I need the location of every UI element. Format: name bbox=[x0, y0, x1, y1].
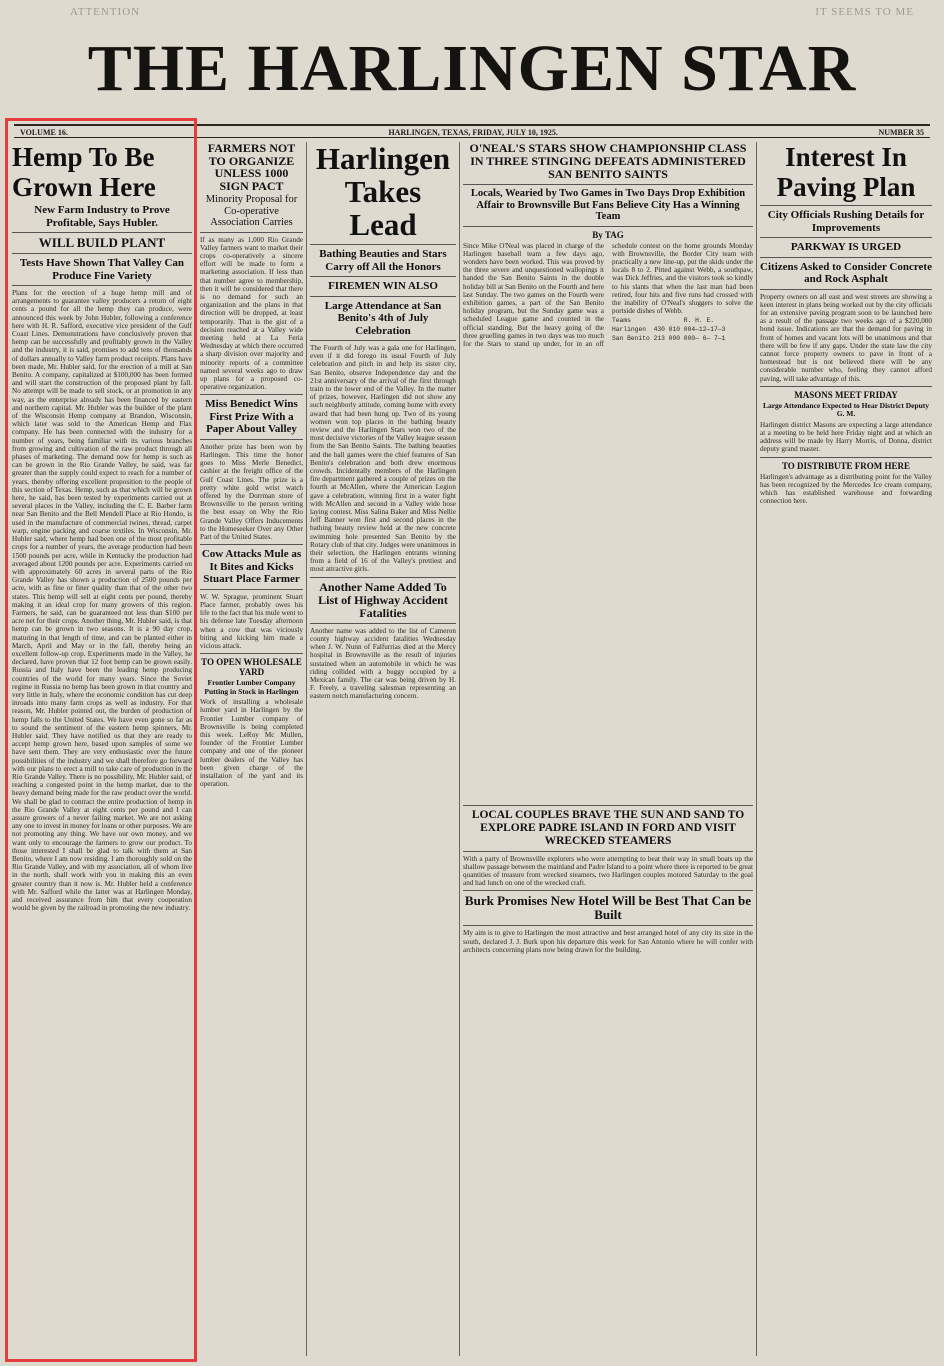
deck-bathing-beauties: Bathing Beauties and Stars Carry off All the Honors bbox=[319, 248, 447, 273]
headline-harlingen-lead: Harlingen Takes Lead bbox=[315, 142, 451, 242]
headline-oneals-stars: O'NEAL'S STARS SHOW CHAMPIONSHIP CLASS IN THREE STINGING DEFEATS ADMINISTERED SAN BENITO SAINTS bbox=[469, 142, 747, 181]
article-wholesale-body: Work of installing a wholesale lumber yard in Harlingen by the Frontier Lumber company of Brownsville is being completed this week. LeRoy Mc Mullen, founder of the Frontier Lumber company and one of the pioneer lumber dealers of the Valley has been given charge of the installation of the yard and its operation. bbox=[200, 698, 303, 789]
article-padre-body: With a party of Brownsville explorers who were attempting to beat their way in small boats up the shallow passage between the mainland and Padre Island to a point where there is reported to be great quantities of treasure from wrecked steamers, two Harlingen couples motored Saturday to the goal and had lunch on one of the wrecked craft. bbox=[463, 854, 753, 888]
deck-attendance: Large Attendance at San Benito's 4th of July Celebration bbox=[324, 299, 442, 337]
deck-farmers: Minority Proposal for Co-operative Association Carries bbox=[205, 194, 298, 228]
article-hotel-body: My aim is to give to Harlingen the most attractive and best arranged hotel of any city its size in the south, declared J. J. Burk upon his departure this week for San Antonio where he will confer with architects concerning plans now being drawn for the building. bbox=[463, 929, 753, 954]
headline-cow-attacks: Cow Attacks Mule as It Bites and Kicks Stuart Place Farmer bbox=[201, 548, 302, 586]
headline-wholesale-yard: TO OPEN WHOLESALE YARD bbox=[201, 657, 302, 678]
deck-wholesale-yard: Frontier Lumber Company Putting in Stock in Harlingen bbox=[204, 678, 299, 696]
article-accident-body: Another name was added to the list of Cameron county highway accident fatalities Wednesday when J. W. Nunn of Falfurrias died at the Mercy hospital in Brownsville as the result of injuries sustained when an automobile in which he was riding collided with a buggy occupied by a Mexican family. The car was being driven by H. F. Freely, a traveling salesman representing an eastern notch manufacturing concern. bbox=[310, 626, 456, 701]
headline-distribute: TO DISTRIBUTE FROM HERE bbox=[781, 460, 911, 471]
box-score-harlingen: Harlingen 430 010 004—12—17—3 bbox=[612, 326, 726, 334]
masthead: THE HARLINGEN STAR bbox=[87, 32, 857, 105]
box-score-head: Teams R. H. E. bbox=[612, 317, 715, 325]
article-cow-body: W. W. Sprague, prominent Stuart Place farmer, probably owes his life to the fact that his mule went to his defense late Tuesday afternoon when a cow that was viciously biting and kicking him made a vicious attack. bbox=[200, 592, 303, 651]
column-3 bbox=[310, 142, 456, 1356]
deck-citizens: Citizens Asked to Consider Concrete and Rock Asphalt bbox=[760, 260, 932, 285]
box-score-san-benito: San Benito 213 000 000— 6— 7—1 bbox=[612, 335, 726, 343]
deck-hemp-3: Tests Have Shown That Valley Can Produce Fine Variety bbox=[19, 257, 185, 282]
article-hemp-body: Plans for the erection of a huge hemp mill and of arrangements to guarantee valley producers a return of eight cents a pound for all the hemp they can produce, were announced this week by John Hubler, following a conference here with H. R. Safford, executive vice president of the Gulf Coast Lines. Demonstrations have conclusively proven that hemp can be successfully and profitably grown in the Valley and the industry, it is said, promises to add tens of thousands of dollars annually to Valley farm product receipts. Plans have been made, Mr. Hubler said, for the erection of a mill at San Benito. A company, capitalized at $100,000 has been formed and will start the construction of the proposed plant by fall. No attempt will be made to sell stock, or at promotion in any way, as the enterprise already has been financed by eastern and northern capital. Mr. Hubler was the builder of the plant of the Wisconsin Hemp company at Brandon, Wisconsin, which later was sold to the American Hemp and Flax company. He has been connected with the industry for a number of years, being familiar with its various branches from growing and cultivation of the raw product through all phases of marketing. The demand now for hemp is such as can be grown in the Rio Grande Valley, he said, was far greater than the supply could expect to reach for a number of years, thereby offering excellent proposition to the people of this section of Texas. Hemp, such as that which will be grown here, he said, has been tested by experiments carried out at several places in the Valley, including the C. E. Barber farm near San Benito and the Bell Mendell Place at Rio Hondo, is used in the manufacture of commercial twines, thread, carpet warp, engine packing and coarse textiles. In Wisconsin, Mr. Hubler said, where hemp had been one of the most profitable crops for a number of years, the average production had been 1500 pounds per acre, while in Kentucky the production had averaged about 1200 pounds per acre. Experiments carried on with approximately 60 acres in several parts of the Rio Grande Valley has shown a production of 2500 pounds per acre, with as fine or finer quality than that of the other two states. This hemp will sell at eight cents per pound, thereby making it an ideal crop for many growers of this region. Farmers, he said, can be guaranteed not less than $100 per acre net for their crops. Another thing, Mr. Hubler said, is that hemp can be grown in two seasons. It is a 90 day crop, maturing in that length of time, and can be planted either in March, April and May or in the fall, thereby being an excellent follow-up crop. Experiments made in the Valley, he declared, have proven that 12 foot hemp can be grown easily. Russia and Italy have been the leading hemp producing countries of the world for many years. Since the Soviet regime in Russia no hemp has been grown in that country and very little in Italy, where the economic condition has cut deep inroads into many farm crops as well as industry. For that reason, Mr. Hubler pointed out, the burden of production of hemp falls to the United States. We have even gone so far as to sound the sentiment of the eastern hemp spinners, Mr. Hubler said. They have notified us that they are ready to accept hemp grown here, based upon samples of some we have sent them. They are very enthusiastic over the future possibilities of the industry and we shall therefore go forward with our plans to erect a mill to take care of production in the Rio Grande Valley. There is no possibility, Mr. Hubler said, of reaching a congested point in the hemp market, due to the heavy demand being made for the raw product over the world. We shall be glad to contract the entire production of hemp in the Rio Grande Valley at eight cents per pound and I can assure growers of a never failing market. We are not asking any one to invest in money for loans or other purposes. We are not promoting any thing. We have our own money, and we want only to encourage the farmers to grow our product. To those interested I shall be glad to talk with them at San Benito, where I am now residing. I am thoroughly sold on the Rio Grande Valley, and with my association, all of whom live in the north, shall work with you in making this an even greater country than it now is. Mr. Hubler held a conference with Mr. Safford while the latter was at Harlingen Monday, and received assurance from him that every cooperation would be given by the railroad in promoting the new industry. bbox=[12, 289, 192, 913]
deck-locals-wearied: Locals, Wearied by Two Games in Two Days Drop Exhibition Affair to Brownsville But Fans Believe City Has a Winning Team bbox=[470, 188, 746, 222]
column-2 bbox=[200, 142, 303, 1356]
bleed-through-right: IT SEEMS TO ME bbox=[815, 6, 914, 18]
bleed-through-left: ATTENTION bbox=[70, 6, 141, 18]
headline-benedict: Miss Benedict Wins First Prize With a Paper About Valley bbox=[205, 398, 298, 436]
deck-masons: Large Attendance Expected to Hear District Deputy G. M. bbox=[762, 400, 930, 419]
byline-tag: By TAG bbox=[592, 229, 624, 240]
headline-paving: Interest In Paving Plan bbox=[776, 142, 916, 202]
place-date: HARLINGEN, TEXAS, FRIDAY, JULY 10, 1925. bbox=[388, 128, 558, 137]
deck-hemp-2: WILL BUILD PLANT bbox=[38, 235, 166, 250]
deck-parkway: PARKWAY IS URGED bbox=[790, 241, 902, 253]
headline-hemp: Hemp To Be Grown Here bbox=[12, 142, 156, 202]
article-baseball-text: Since Mike O'Neal was placed in charge of the Harlingen baseball team a few days ago, wonders have been worked. This was proved by the three severe and unquestioned wallopings it handed the San Benito Saints in the double holiday bill at San Benito on the Fourth and here last Sunday. The two games on the Fourth were exhibition games, a part of the San Benito holiday program, but the Sunday game was a scheduled League game and counted in the official standing. But the heavy going of the three gruelling games in two days was too much for the Stars to stand up under, for in an off schedule contest on the home grounds Monday with Brownsville, the Border City team with practically a new line-up, put the skids under the locals 8 to 2. Pitted against Webb, a southpaw, was Dick Jeffries, and the visitors took so kindly to his slants that when the last man had been retired, four hits and five runs had crossed with the inability of O'Neal's sluggers to solve the portside dishes of Webb. bbox=[463, 241, 753, 348]
article-masons-body: Harlingen district Masons are expecting a large attendance at a meeting to be held here Friday night and at which an address will be made by Harry Morris, of Donna, district deputy grand master. bbox=[760, 420, 932, 454]
selection-highlight-box bbox=[5, 118, 197, 1362]
deck-city-officials: City Officials Rushing Details for Improvements bbox=[767, 209, 925, 234]
headline-highway-accident: Another Name Added To List of Highway Accident Fatalities bbox=[318, 579, 448, 620]
deck-hemp-1: New Farm Industry to Prove Profitable, Says Hubler. bbox=[34, 204, 170, 229]
volume-label: VOLUME 16. bbox=[20, 128, 68, 137]
headline-padre-island: LOCAL COUPLES BRAVE THE SUN AND SAND TO EXPLORE PADRE ISLAND IN FORD AND VISIT WRECKED STEAMERS bbox=[471, 808, 745, 847]
article-farmers-body: If as many as 1,000 Rio Grande Valley farmers want to market their crops co-operatively a sincere effort will be made to form a marketing association. If less than that number agree to membership, then it will be considered that there is no demand for such an organization and the plans in that direction will be dropped, at least temporarily. That is the gist of a decision reached at a Valley wide meeting held at La Feria Wednesday at which there occurred a sharp division over majority and minority reports of a committee named several weeks ago to draw up plans for a proposed co-operative organization. bbox=[200, 235, 303, 392]
issue-number: NUMBER 35 bbox=[878, 128, 924, 137]
article-paving-body: Property owners on all east and west streets are showing a keen interest in plans being worked out by the city officials for an extensive paving program soon to be launched here as a result of the passage two weeks ago of a $220,000 bond issue. Indications are that the demand for paving in front of homes and vacant lots will be unanimous and that there will be few if any gaps. Under the state law the city cannot force property owners to pave in front of a homestead but is not believed there will be any considerable number who, feeling they cannot afford paving, will take advantage of this. bbox=[760, 292, 932, 383]
column-5 bbox=[760, 142, 932, 1356]
column-4 bbox=[463, 142, 753, 1356]
headline-burk-hotel: Burk Promises New Hotel Will be Best That Can be Built bbox=[464, 893, 752, 923]
article-fourth-body: The Fourth of July was a gala one for Harlingen, even if it did forego its usual Fourth of July celebration and pitch in and help its sister city, San Benito, observe Independence day and the 21st anniversary of the arrival of the first through train to the lower end of the Valley. In the matter of prizes, however, Harlingen did not show any such neighborly attitude, coming home with every award that had been hung up. Two of its young women won top places in the bathing beauty review and the Harlingen Stars won two of the most decisive victories of the Valley league season from the San Benito Saints. The bathing beauties and the ball games were the chief features of San Benito's celebration and both drew enormous crowds. Incidentally members of the Harlingen fire department gathered a couple of prizes on the fourth at McAllen, where the American Legion gave a celebration, winning first in a water fight with McAllen and second in a Valley wide hose laying contest. Miss Salina Baker and Miss Nellie Jeff Banner won first and second places in the bathing beauty review held at the new concrete swimming hole presented San Benito by the Rotary club of that city. Judges were unanimous in their selection, the Harlingen entrants winning from a field of 16 of the Valley's prettiest and most attractive girls. bbox=[310, 344, 456, 574]
article-benedict-body: Another prize has been won by Harlingen. This time the honor goes to Miss Merle Benedict, cashier at the freight office of the Gulf Coast Lines. The prize is a pretty white gold wrist watch offered by the Dorrman store of Brownsville to the person writing the best essay on Why the Rio Grande Valley Offers Inducements to the Homeseeker Over any Other Part of the United States. bbox=[200, 442, 303, 542]
headline-farmers: FARMERS NOT TO ORGANIZE UNLESS 1000 SIGN PACT bbox=[207, 142, 296, 193]
deck-firemen: FIREMEN WIN ALSO bbox=[328, 280, 438, 292]
article-baseball-body bbox=[463, 242, 753, 802]
headline-masons: MASONS MEET FRIDAY bbox=[794, 389, 898, 400]
article-distribute-body: Harlingen's advantage as a distributing point for the Valley has been recognized by the Mercedes Ice cream company, which has established warehouse and forwarding connection here. bbox=[760, 472, 932, 506]
